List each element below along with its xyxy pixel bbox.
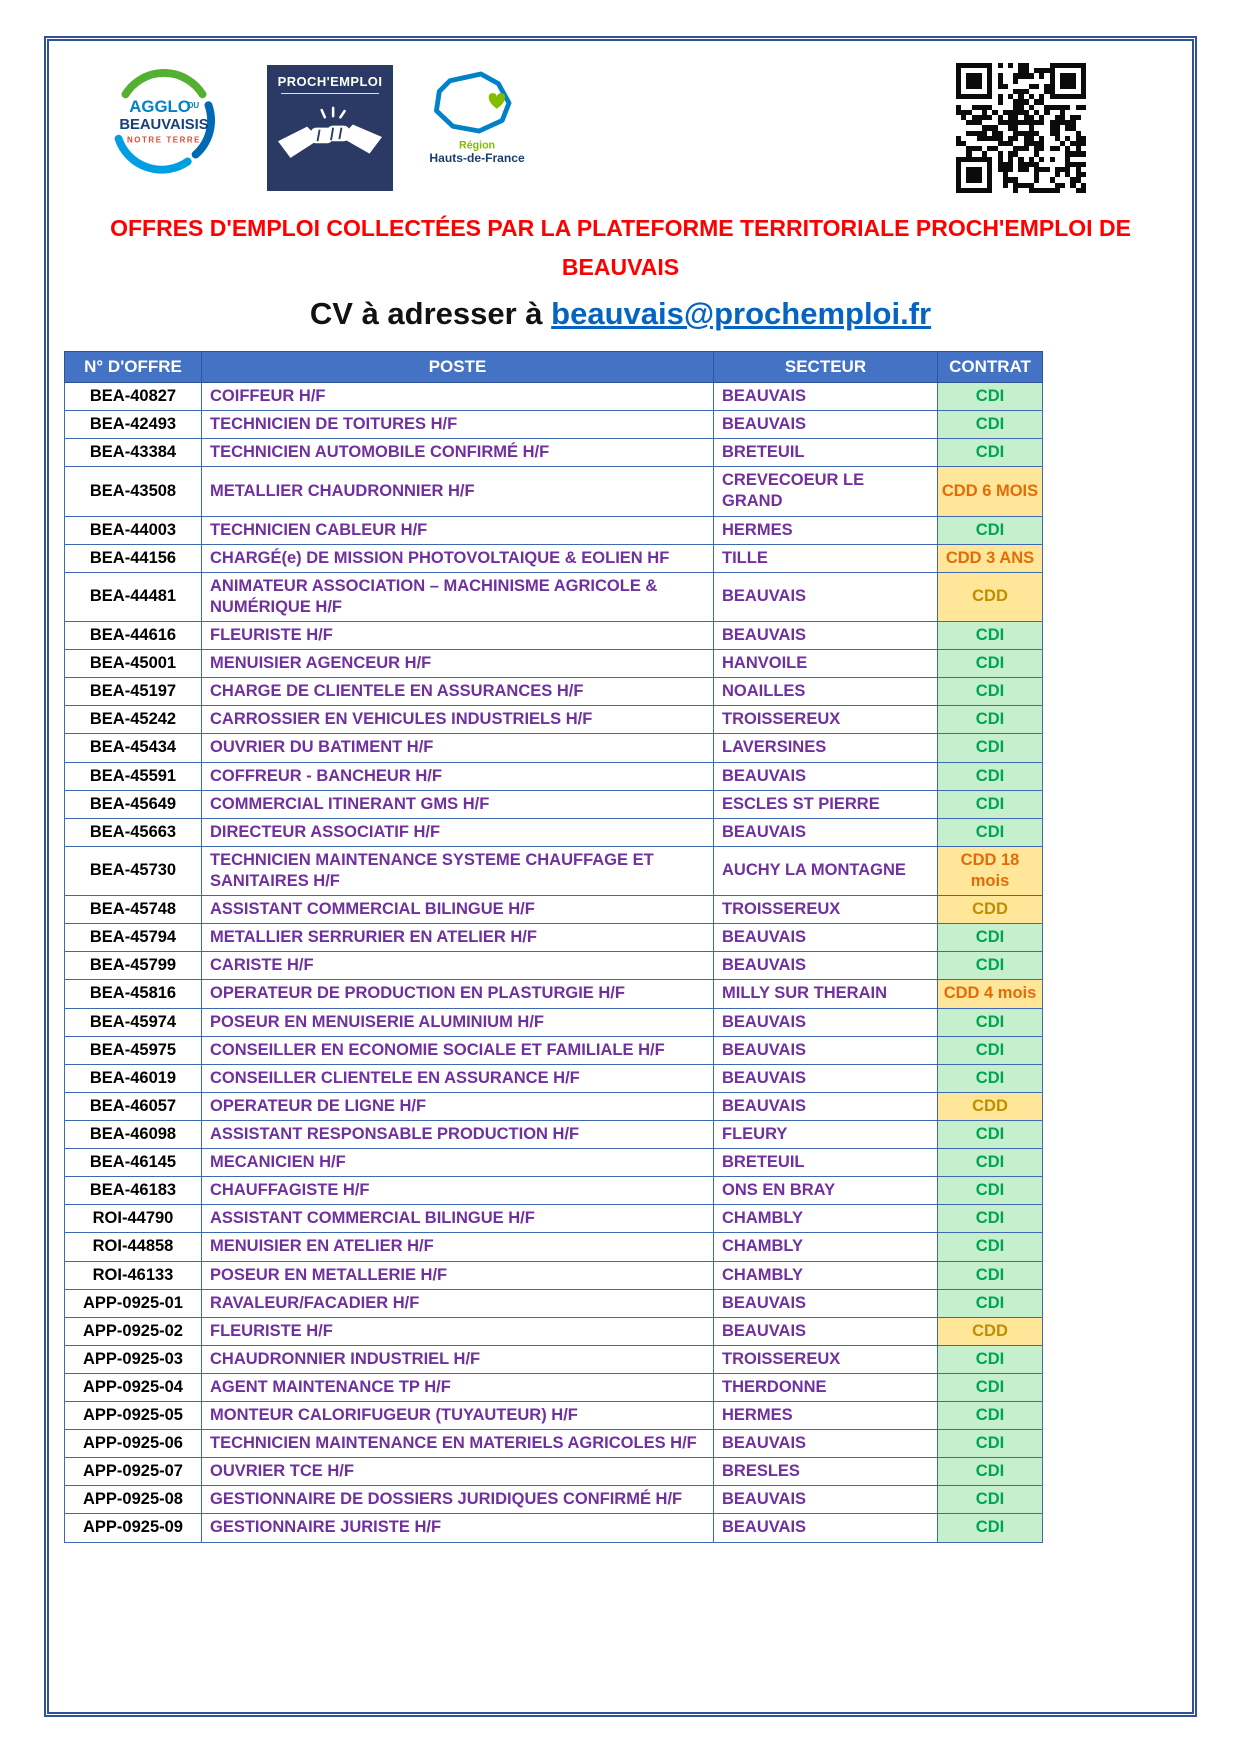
agglo-tagline: NOTRE TERRE bbox=[127, 135, 201, 145]
offer-cell: APP-0925-02 bbox=[65, 1317, 202, 1345]
offer-row bbox=[65, 1402, 1043, 1430]
contrat-cell: CDD 4 mois bbox=[938, 980, 1043, 1008]
contrat-cell: CDI bbox=[938, 439, 1043, 467]
offer-cell: BEA-46019 bbox=[65, 1064, 202, 1092]
offers-table-body bbox=[65, 383, 1043, 1543]
secteur-cell: HANVOILE bbox=[714, 650, 938, 678]
offer-row bbox=[65, 790, 1043, 818]
contrat-cell: CDI bbox=[938, 818, 1043, 846]
contrat-cell: CDI bbox=[938, 1373, 1043, 1401]
secteur-cell: CHAMBLY bbox=[714, 1261, 938, 1289]
offer-row bbox=[65, 1430, 1043, 1458]
offer-cell: BEA-45975 bbox=[65, 1036, 202, 1064]
offer-cell: BEA-43508 bbox=[65, 467, 202, 516]
offer-cell: BEA-46057 bbox=[65, 1092, 202, 1120]
qr-code bbox=[956, 63, 1086, 193]
agglo-beauvaisis-logo bbox=[85, 63, 243, 175]
secteur-cell: BEAUVAIS bbox=[714, 1092, 938, 1120]
secteur-cell: ONS EN BRAY bbox=[714, 1177, 938, 1205]
poste-cell: OUVRIER DU BATIMENT H/F bbox=[202, 734, 714, 762]
hauts-de-france-logo bbox=[419, 69, 539, 166]
secteur-cell: ESCLES ST PIERRE bbox=[714, 790, 938, 818]
offer-row bbox=[65, 818, 1043, 846]
secteur-cell: TROISSEREUX bbox=[714, 706, 938, 734]
contrat-cell: CDI bbox=[938, 762, 1043, 790]
poste-cell: COMMERCIAL ITINERANT GMS H/F bbox=[202, 790, 714, 818]
offer-row bbox=[65, 678, 1043, 706]
offer-cell: BEA-45816 bbox=[65, 980, 202, 1008]
contrat-cell: CDD bbox=[938, 1317, 1043, 1345]
contrat-cell: CDD bbox=[938, 1092, 1043, 1120]
secteur-cell: BEAUVAIS bbox=[714, 621, 938, 649]
offer-cell: BEA-45591 bbox=[65, 762, 202, 790]
poste-cell: CHAUFFAGISTE H/F bbox=[202, 1177, 714, 1205]
poste-cell: FLEURISTE H/F bbox=[202, 621, 714, 649]
offer-row bbox=[65, 1177, 1043, 1205]
secteur-cell: BEAUVAIS bbox=[714, 1486, 938, 1514]
poste-cell: ASSISTANT RESPONSABLE PRODUCTION H/F bbox=[202, 1120, 714, 1148]
poste-cell: TECHNICIEN DE TOITURES H/F bbox=[202, 411, 714, 439]
secteur-cell: TILLE bbox=[714, 544, 938, 572]
column-header-contrat: CONTRAT bbox=[938, 352, 1043, 383]
contrat-cell: CDD bbox=[938, 896, 1043, 924]
offer-cell: BEA-45663 bbox=[65, 818, 202, 846]
secteur-cell: BEAUVAIS bbox=[714, 411, 938, 439]
contrat-cell: CDI bbox=[938, 706, 1043, 734]
contrat-cell: CDD 3 ANS bbox=[938, 544, 1043, 572]
offer-cell: BEA-44481 bbox=[65, 572, 202, 621]
contrat-cell: CDI bbox=[938, 790, 1043, 818]
contrat-cell: CDI bbox=[938, 1345, 1043, 1373]
contrat-cell: CDI bbox=[938, 516, 1043, 544]
poste-cell: OPERATEUR DE LIGNE H/F bbox=[202, 1092, 714, 1120]
offer-cell: BEA-46145 bbox=[65, 1149, 202, 1177]
offer-row bbox=[65, 1064, 1043, 1092]
poste-cell: GESTIONNAIRE JURISTE H/F bbox=[202, 1514, 714, 1542]
poste-cell: POSEUR EN METALLERIE H/F bbox=[202, 1261, 714, 1289]
contrat-cell: CDI bbox=[938, 411, 1043, 439]
secteur-cell: BEAUVAIS bbox=[714, 1008, 938, 1036]
contrat-cell: CDI bbox=[938, 1120, 1043, 1148]
offer-cell: BEA-45649 bbox=[65, 790, 202, 818]
offer-row bbox=[65, 1233, 1043, 1261]
page-title bbox=[91, 209, 1151, 287]
poste-cell: TECHNICIEN MAINTENANCE SYSTEME CHAUFFAGE ET SANITAIRES H/F bbox=[202, 846, 714, 895]
poste-cell: METALLIER SERRURIER EN ATELIER H/F bbox=[202, 924, 714, 952]
contrat-cell: CDI bbox=[938, 1430, 1043, 1458]
poste-cell: COFFREUR - BANCHEUR H/F bbox=[202, 762, 714, 790]
agglo-word-du: DU bbox=[187, 101, 200, 111]
contrat-cell: CDI bbox=[938, 1486, 1043, 1514]
poste-cell: TECHNICIEN CABLEUR H/F bbox=[202, 516, 714, 544]
offer-cell: APP-0925-08 bbox=[65, 1486, 202, 1514]
contrat-cell: CDI bbox=[938, 621, 1043, 649]
secteur-cell: BEAUVAIS bbox=[714, 1064, 938, 1092]
offer-cell: BEA-45730 bbox=[65, 846, 202, 895]
offer-cell: BEA-44003 bbox=[65, 516, 202, 544]
contrat-cell: CDI bbox=[938, 1514, 1043, 1542]
offer-row bbox=[65, 1373, 1043, 1401]
agglo-arc-green bbox=[125, 73, 202, 94]
offer-cell: BEA-45748 bbox=[65, 896, 202, 924]
offer-row bbox=[65, 1149, 1043, 1177]
offer-row bbox=[65, 1008, 1043, 1036]
offer-row bbox=[65, 572, 1043, 621]
secteur-cell: BEAUVAIS bbox=[714, 1514, 938, 1542]
prochemploi-logo-label: PROCH'EMPLOI bbox=[277, 74, 383, 89]
poste-cell: POSEUR EN MENUISERIE ALUMINIUM H/F bbox=[202, 1008, 714, 1036]
offer-cell: BEA-45242 bbox=[65, 706, 202, 734]
secteur-cell: BRETEUIL bbox=[714, 439, 938, 467]
offer-cell: APP-0925-03 bbox=[65, 1345, 202, 1373]
column-header-offer: N° D'OFFRE bbox=[65, 352, 202, 383]
poste-cell: GESTIONNAIRE DE DOSSIERS JURIDIQUES CONFIRMÉ H/F bbox=[202, 1486, 714, 1514]
offer-row bbox=[65, 383, 1043, 411]
offer-cell: APP-0925-09 bbox=[65, 1514, 202, 1542]
secteur-cell: BEAUVAIS bbox=[714, 383, 938, 411]
offer-cell: BEA-43384 bbox=[65, 439, 202, 467]
offer-row bbox=[65, 1486, 1043, 1514]
offer-cell: BEA-45434 bbox=[65, 734, 202, 762]
agglo-word-beauvaisis: BEAUVAISIS bbox=[119, 116, 209, 133]
secteur-cell: BEAUVAIS bbox=[714, 1289, 938, 1317]
offer-row bbox=[65, 544, 1043, 572]
secteur-cell: BEAUVAIS bbox=[714, 924, 938, 952]
offers-table bbox=[64, 351, 1043, 1543]
column-header-secteur: SECTEUR bbox=[714, 352, 938, 383]
offer-cell: ROI-44858 bbox=[65, 1233, 202, 1261]
contrat-cell: CDI bbox=[938, 650, 1043, 678]
secteur-cell: NOAILLES bbox=[714, 678, 938, 706]
poste-cell: ASSISTANT COMMERCIAL BILINGUE H/F bbox=[202, 1205, 714, 1233]
poste-cell: CHARGE DE CLIENTELE EN ASSURANCES H/F bbox=[202, 678, 714, 706]
offer-row bbox=[65, 411, 1043, 439]
poste-cell: TECHNICIEN MAINTENANCE EN MATERIELS AGRICOLES H/F bbox=[202, 1430, 714, 1458]
offer-cell: BEA-45001 bbox=[65, 650, 202, 678]
poste-cell: MENUISIER EN ATELIER H/F bbox=[202, 1233, 714, 1261]
secteur-cell: CHAMBLY bbox=[714, 1205, 938, 1233]
poste-cell: AGENT MAINTENANCE TP H/F bbox=[202, 1373, 714, 1401]
offer-row bbox=[65, 621, 1043, 649]
offer-row bbox=[65, 762, 1043, 790]
offer-row bbox=[65, 980, 1043, 1008]
poste-cell: RAVALEUR/FACADIER H/F bbox=[202, 1289, 714, 1317]
contrat-cell: CDI bbox=[938, 734, 1043, 762]
logo-header bbox=[49, 41, 1192, 199]
poste-cell: CONSEILLER CLIENTELE EN ASSURANCE H/F bbox=[202, 1064, 714, 1092]
offer-row bbox=[65, 1345, 1043, 1373]
offer-row bbox=[65, 1036, 1043, 1064]
poste-cell: CONSEILLER EN ECONOMIE SOCIALE ET FAMILIALE H/F bbox=[202, 1036, 714, 1064]
poste-cell: OPERATEUR DE PRODUCTION EN PLASTURGIE H/F bbox=[202, 980, 714, 1008]
offer-cell: BEA-40827 bbox=[65, 383, 202, 411]
poste-cell: MECANICIEN H/F bbox=[202, 1149, 714, 1177]
poste-cell: CARROSSIER EN VEHICULES INDUSTRIELS H/F bbox=[202, 706, 714, 734]
contrat-cell: CDD 6 MOIS bbox=[938, 467, 1043, 516]
secteur-cell: HERMES bbox=[714, 516, 938, 544]
poste-cell: METALLIER CHAUDRONNIER H/F bbox=[202, 467, 714, 516]
secteur-cell: HERMES bbox=[714, 1402, 938, 1430]
offer-row bbox=[65, 1458, 1043, 1486]
offer-row bbox=[65, 846, 1043, 895]
contrat-cell: CDI bbox=[938, 1233, 1043, 1261]
prochemploi-logo-rule bbox=[281, 93, 379, 94]
secteur-cell: BEAUVAIS bbox=[714, 818, 938, 846]
secteur-cell: BEAUVAIS bbox=[714, 1430, 938, 1458]
offer-row bbox=[65, 706, 1043, 734]
region-label-region: Région bbox=[459, 139, 496, 152]
secteur-cell: CHAMBLY bbox=[714, 1233, 938, 1261]
contrat-cell: CDI bbox=[938, 1036, 1043, 1064]
offer-row bbox=[65, 1289, 1043, 1317]
secteur-cell: FLEURY bbox=[714, 1120, 938, 1148]
qr-code-grid bbox=[956, 63, 1086, 193]
offer-cell: BEA-44616 bbox=[65, 621, 202, 649]
offer-cell: APP-0925-06 bbox=[65, 1430, 202, 1458]
contrat-cell: CDI bbox=[938, 1008, 1043, 1036]
contrat-cell: CDI bbox=[938, 383, 1043, 411]
handshake-icon bbox=[278, 101, 382, 171]
contrat-cell: CDI bbox=[938, 1261, 1043, 1289]
table-header-row bbox=[65, 352, 1043, 383]
poste-cell: FLEURISTE H/F bbox=[202, 1317, 714, 1345]
poste-cell: TECHNICIEN AUTOMOBILE CONFIRMÉ H/F bbox=[202, 439, 714, 467]
offer-row bbox=[65, 924, 1043, 952]
offer-cell: BEA-46098 bbox=[65, 1120, 202, 1148]
poste-cell: CHAUDRONNIER INDUSTRIEL H/F bbox=[202, 1345, 714, 1373]
secteur-cell: BEAUVAIS bbox=[714, 1036, 938, 1064]
offer-cell: BEA-46183 bbox=[65, 1177, 202, 1205]
offer-cell: ROI-46133 bbox=[65, 1261, 202, 1289]
agglo-word-agglo: AGGLO bbox=[129, 97, 191, 117]
page-title-line2: BEAUVAIS bbox=[561, 254, 680, 280]
contrat-cell: CDI bbox=[938, 1205, 1043, 1233]
contrat-cell: CDI bbox=[938, 1289, 1043, 1317]
secteur-cell: BRETEUIL bbox=[714, 1149, 938, 1177]
offer-row bbox=[65, 650, 1043, 678]
offer-cell: APP-0925-01 bbox=[65, 1289, 202, 1317]
offer-cell: APP-0925-05 bbox=[65, 1402, 202, 1430]
contrat-cell: CDD bbox=[938, 572, 1043, 621]
secteur-cell: MILLY SUR THERAIN bbox=[714, 980, 938, 1008]
offer-cell: BEA-45799 bbox=[65, 952, 202, 980]
contrat-cell: CDI bbox=[938, 1402, 1043, 1430]
poste-cell: COIFFEUR H/F bbox=[202, 383, 714, 411]
offer-row bbox=[65, 516, 1043, 544]
offer-row bbox=[65, 734, 1043, 762]
offer-row bbox=[65, 1120, 1043, 1148]
contrat-cell: CDI bbox=[938, 924, 1043, 952]
poste-cell: CARISTE H/F bbox=[202, 952, 714, 980]
offer-row bbox=[65, 896, 1043, 924]
cv-instruction-text: CV à adresser à bbox=[309, 296, 543, 331]
offer-row bbox=[65, 1514, 1043, 1542]
offer-cell: BEA-44156 bbox=[65, 544, 202, 572]
offer-cell: BEA-45794 bbox=[65, 924, 202, 952]
offer-row bbox=[65, 1092, 1043, 1120]
secteur-cell: TROISSEREUX bbox=[714, 896, 938, 924]
offer-cell: BEA-45197 bbox=[65, 678, 202, 706]
contrat-cell: CDI bbox=[938, 1458, 1043, 1486]
poste-cell: ANIMATEUR ASSOCIATION – MACHINISME AGRICOLE & NUMÉRIQUE H/F bbox=[202, 572, 714, 621]
secteur-cell: BEAUVAIS bbox=[714, 1317, 938, 1345]
secteur-cell: THERDONNE bbox=[714, 1373, 938, 1401]
secteur-cell: BEAUVAIS bbox=[714, 952, 938, 980]
column-header-poste: POSTE bbox=[202, 352, 714, 383]
contrat-cell: CDI bbox=[938, 1177, 1043, 1205]
poste-cell: CHARGÉ(e) DE MISSION PHOTOVOLTAIQUE & EOLIEN HF bbox=[202, 544, 714, 572]
region-label-hdf: Hauts-de-France bbox=[429, 151, 525, 166]
secteur-cell: BRESLES bbox=[714, 1458, 938, 1486]
offer-row bbox=[65, 1205, 1043, 1233]
contrat-cell: CDI bbox=[938, 678, 1043, 706]
poste-cell: DIRECTEUR ASSOCIATIF H/F bbox=[202, 818, 714, 846]
offer-cell: BEA-42493 bbox=[65, 411, 202, 439]
offer-row bbox=[65, 952, 1043, 980]
offer-cell: APP-0925-04 bbox=[65, 1373, 202, 1401]
offer-cell: BEA-45974 bbox=[65, 1008, 202, 1036]
prochemploi-logo bbox=[267, 65, 393, 191]
page-border-frame bbox=[44, 36, 1197, 1717]
offer-cell: APP-0925-07 bbox=[65, 1458, 202, 1486]
cv-instruction bbox=[49, 296, 1192, 332]
offer-row bbox=[65, 439, 1043, 467]
secteur-cell: BEAUVAIS bbox=[714, 762, 938, 790]
poste-cell: MONTEUR CALORIFUGEUR (TUYAUTEUR) H/F bbox=[202, 1402, 714, 1430]
secteur-cell: AUCHY LA MONTAGNE bbox=[714, 846, 938, 895]
offer-row bbox=[65, 1261, 1043, 1289]
secteur-cell: CREVECOEUR LE GRAND bbox=[714, 467, 938, 516]
page-title-line1: OFFRES D'EMPLOI COLLECTÉES PAR LA PLATEFORME TERRITORIALE PROCH'EMPLOI DE bbox=[110, 215, 1131, 241]
offer-row bbox=[65, 467, 1043, 516]
contrat-cell: CDD 18 mois bbox=[938, 846, 1043, 895]
secteur-cell: LAVERSINES bbox=[714, 734, 938, 762]
contrat-cell: CDI bbox=[938, 952, 1043, 980]
offer-row bbox=[65, 1317, 1043, 1345]
secteur-cell: TROISSEREUX bbox=[714, 1345, 938, 1373]
contrat-cell: CDI bbox=[938, 1064, 1043, 1092]
poste-cell: OUVRIER TCE H/F bbox=[202, 1458, 714, 1486]
email-link[interactable]: beauvais@prochemploi.fr bbox=[551, 296, 932, 331]
offer-cell: ROI-44790 bbox=[65, 1205, 202, 1233]
secteur-cell: BEAUVAIS bbox=[714, 572, 938, 621]
contrat-cell: CDI bbox=[938, 1149, 1043, 1177]
poste-cell: ASSISTANT COMMERCIAL BILINGUE H/F bbox=[202, 896, 714, 924]
poste-cell: MENUISIER AGENCEUR H/F bbox=[202, 650, 714, 678]
